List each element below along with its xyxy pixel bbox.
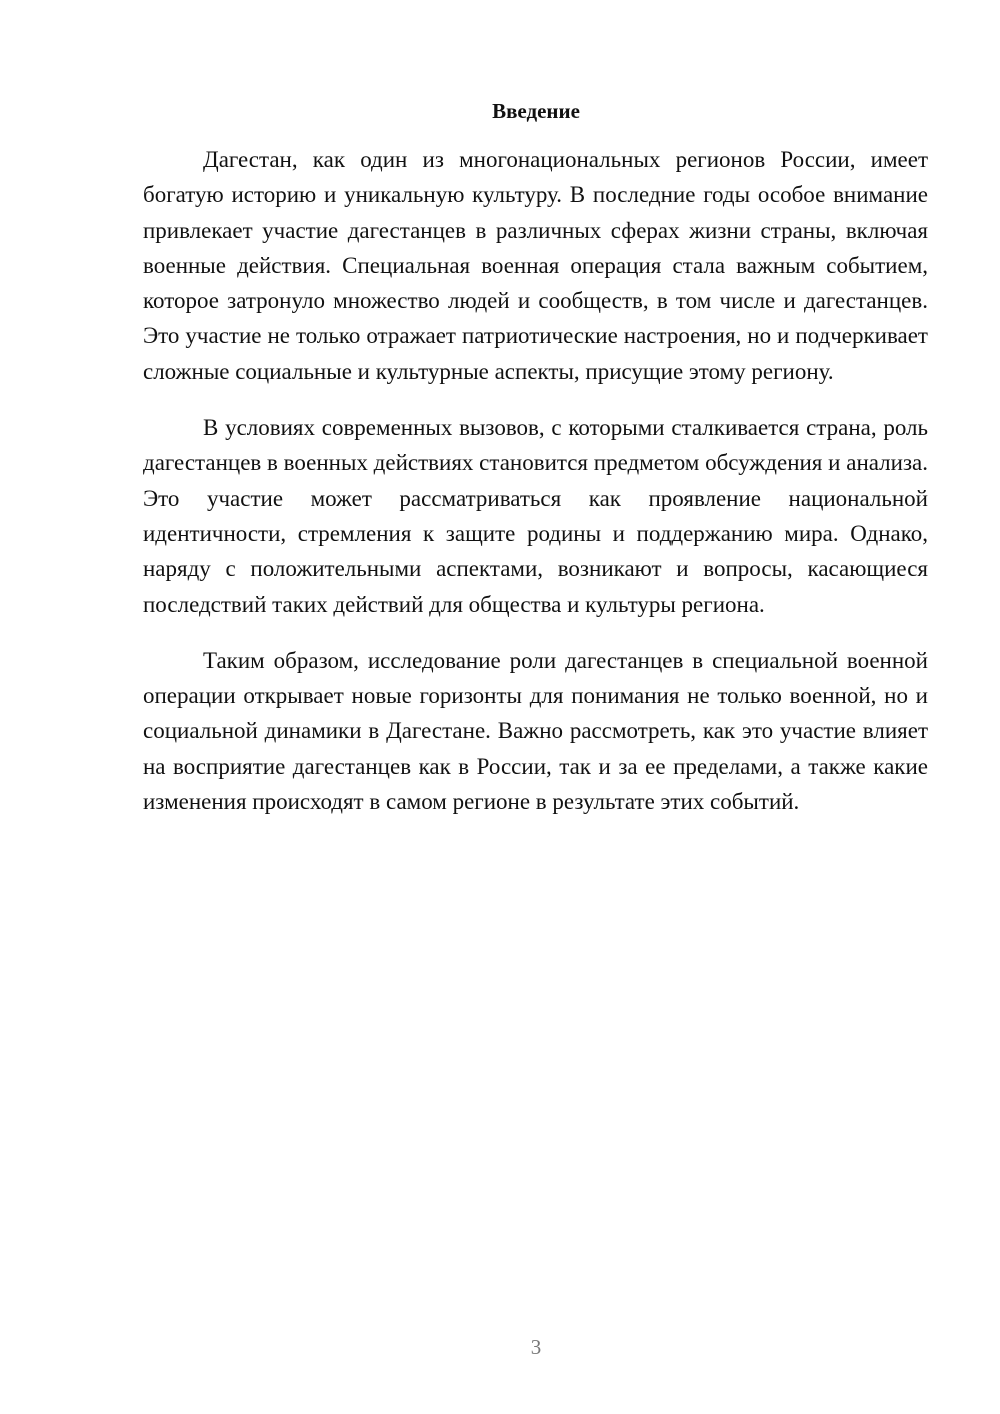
paragraph-1: Дагестан, как один из многонациональных регионов России, имеет богатую историю и уникальную культуру. В последние годы особое внимание привлекает участие дагестанцев в различных сферах жизни страны, включая военные действия. Специальная военная операция стала важным событием, которое затронуло множество людей и сообществ, в том числе и дагестанцев. Это участие не только отражает патриотические настроения, но и подчеркивает сложные социальные и культурные аспекты, присущие этому региону. bbox=[143, 147, 928, 384]
paragraph-2: В условиях современных вызовов, с которыми сталкивается страна, роль дагестанцев в военных действиях становится предметом обсуждения и анализа. Это участие может рассматриваться как проявление национальной идентичности, стремления к защите родины и поддержанию мира. Однако, наряду с положительными аспектами, возникают и вопросы, касающиеся последствий таких действий для общества и культуры региона. bbox=[143, 415, 928, 617]
body-text bbox=[143, 142, 928, 819]
section-title: Введение bbox=[492, 99, 580, 123]
page-number: 3 bbox=[530, 1335, 542, 1359]
paragraph-3: Таким образом, исследование роли дагестанцев в специальной военной операции открывает новые горизонты для понимания не только военной, но и социальной динамики в Дагестане. Важно рассмотреть, как это участие влияет на восприятие дагестанцев как в России, так и за ее пределами, а также какие изменения происходят в самом регионе в результате этих событий. bbox=[143, 647, 928, 815]
